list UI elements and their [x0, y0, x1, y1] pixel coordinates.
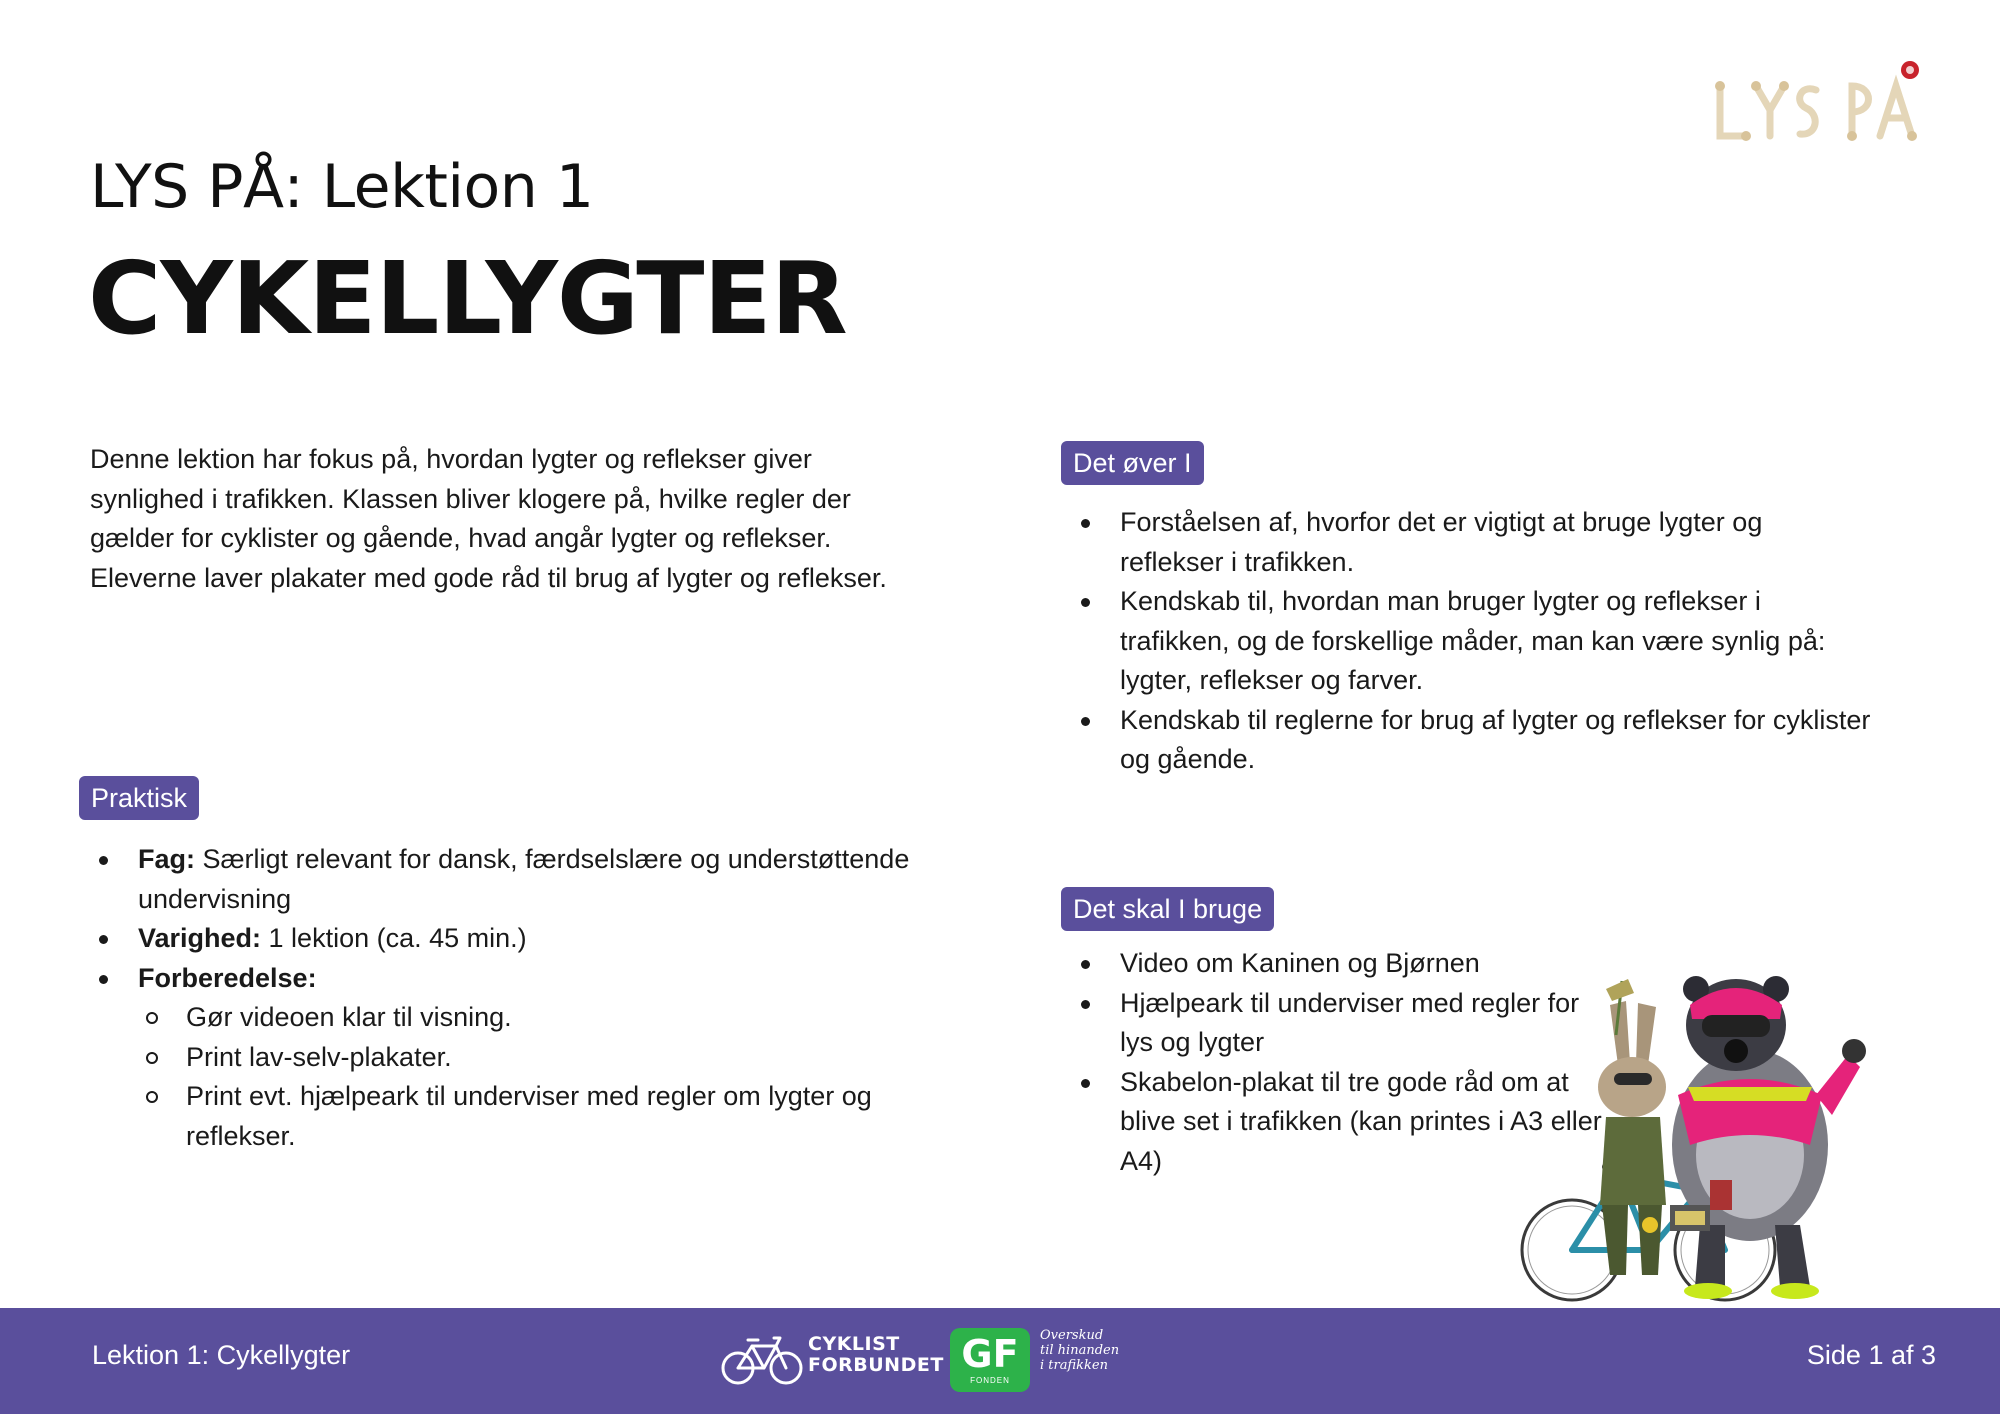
gf-letters: GF: [961, 1332, 1019, 1376]
partner-logos: [720, 1322, 1120, 1400]
slogan-line: Overskud: [1040, 1328, 1104, 1343]
bicycle-icon: [720, 1334, 804, 1386]
sub-list-item: Print evt. hjælpeark til underviser med regler om lygter og reflekser.: [138, 1077, 930, 1156]
list-item: Forståelsen af, hvorfor det er vigtigt at bruge lygter og reflekser i trafikken.: [1072, 503, 1872, 582]
det-over-i-heading: Det øver I: [1061, 441, 1204, 485]
sub-list-item: Gør videoen klar til visning.: [138, 998, 930, 1038]
item-label: Varighed:: [138, 923, 262, 953]
item-text: Særligt relevant for dansk, færdselslære og understøttende undervisning: [138, 844, 910, 914]
item-label: Fag:: [138, 844, 195, 874]
footer-bar: [0, 1308, 2000, 1414]
gf-fonden-logo: [950, 1328, 1030, 1392]
item-text: 1 lektion (ca. 45 min.): [261, 923, 527, 953]
list-item: [90, 840, 930, 919]
cf-line-2: FORBUNDET: [808, 1354, 944, 1376]
praktisk-list: [90, 840, 930, 1156]
praktisk-heading: Praktisk: [79, 776, 199, 820]
gf-subtitle: FONDEN: [970, 1376, 1010, 1385]
cyklist-forbundet-logo: [808, 1334, 944, 1376]
list-item: Skabelon-plakat til tre gode råd om at blive set i trafikken (kan printes i A3 eller A4): [1072, 1063, 1602, 1182]
item-label: Forberedelse:: [138, 962, 317, 993]
cf-line-1: CYKLIST: [808, 1333, 900, 1355]
list-item: [90, 919, 930, 959]
list-item: Video om Kaninen og Bjørnen: [1072, 944, 1602, 984]
intro-paragraph: Denne lektion har fokus på, hvordan lygter og reflekser giver synlighed i trafikken. Klassen bliver klogere på, hvilke regler der gælder for cyklister og gående, hvad angår lygter og reflekser. Eleverne laver plakater med gode råd til brug af lygter og reflekser.: [90, 444, 887, 593]
lys-pa-logo: [1712, 58, 1938, 148]
list-item: Kendskab til, hvordan man bruger lygter og reflekser i trafikken, og de forskellige måder, man kan være synlig på: lygter, reflekser og farver.: [1072, 582, 1872, 701]
footer-lesson-label: Lektion 1: Cykellygter: [92, 1340, 351, 1370]
rabbit-bear-bicycle-illustration: [1510, 975, 1870, 1310]
list-item: [90, 959, 930, 1157]
page-number: Side 1 af 3: [1806, 1340, 1936, 1370]
gf-slogan: [1040, 1328, 1119, 1373]
characters-graphic: [1510, 975, 1870, 1310]
det-skal-i-bruge-heading: Det skal I bruge: [1061, 887, 1274, 931]
slogan-line: til hinanden: [1040, 1343, 1120, 1358]
sub-list-item: Print lav-selv-plakater.: [138, 1038, 930, 1078]
list-item: Kendskab til reglerne for brug af lygter og reflekser for cyklister og gående.: [1072, 701, 1872, 780]
slogan-line: i trafikken: [1040, 1358, 1108, 1373]
lys-pa-logo-graphic: [1712, 58, 1938, 148]
lesson-kicker: LYS PÅ: Lektion 1: [90, 152, 594, 222]
list-item: Hjælpeark til underviser med regler for lys og lygter: [1072, 984, 1602, 1063]
lesson-title: CYKELLYGTER: [88, 240, 847, 357]
preparation-sublist: [138, 998, 930, 1156]
det-over-i-list: [1072, 503, 1872, 780]
